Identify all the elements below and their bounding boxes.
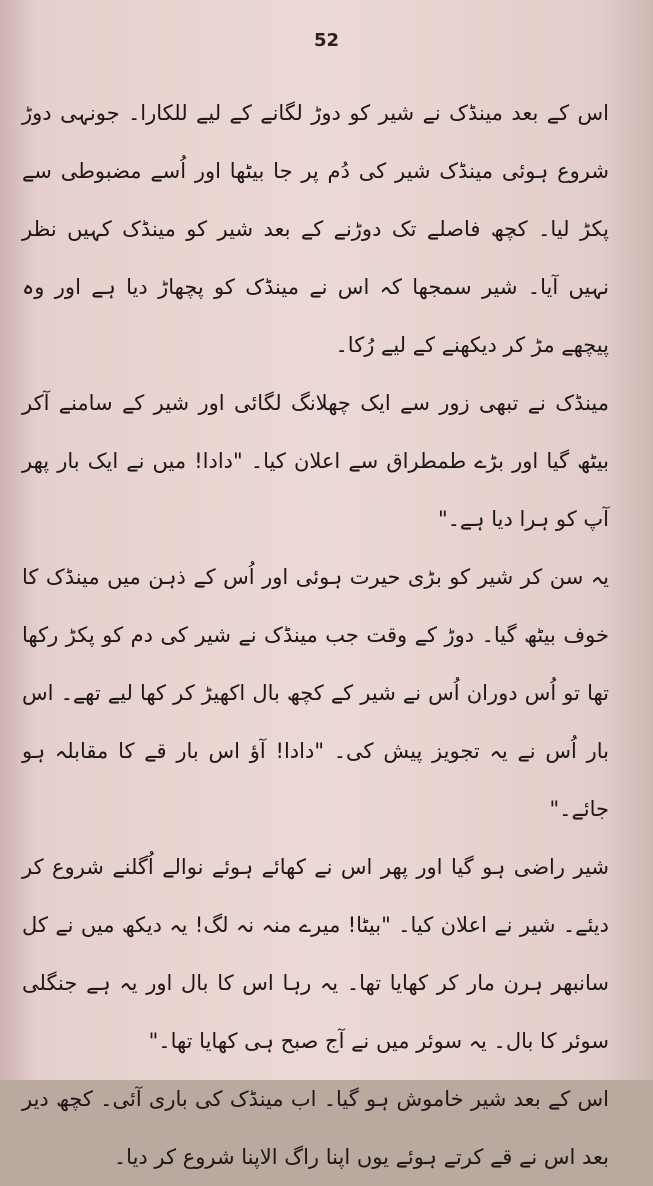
page-number: 52 [313, 30, 340, 51]
paragraph-2: مینڈک نے تبھی زور سے ایک چھلانگ لگائی اور شیر کے سامنے آکر بیٹھ گیا اور بڑے طمطراق سے اعلان کیا۔ "دادا! میں نے ایک بار پھر آپ کو ہرا دیا ہے۔" [22, 391, 609, 531]
paragraph-3: یہ سن کر شیر کو بڑی حیرت ہوئی اور اُس کے ذہن میں مینڈک کا خوف بیٹھ گیا۔ دوڑ کے وقت جب مینڈک نے شیر کی دم کو پکڑ رکھا تھا تو اُس دوران اُس نے شیر کے کچھ بال اکھیڑ کر کھا لیے تھے۔ اس بار اُس نے یہ تجویز پیش کی۔ "دادا! آؤ اس بار قے کا مقابلہ ہو جائے۔" [22, 565, 609, 821]
body-text [22, 84, 609, 1186]
paragraph-1: اس کے بعد مینڈک نے شیر کو دوڑ لگانے کے لیے للکارا۔ جونہی دوڑ شروع ہوئی مینڈک شیر کی دُم پر جا بیٹھا اور اُسے مضبوطی سے پکڑ لیا۔ کچھ فاصلے تک دوڑنے کے بعد شیر کو مینڈک کہیں نظر نہیں آیا۔ شیر سمجھا کہ اس نے مینڈک کو پچھاڑ دیا ہے اور وہ پیچھے مڑ کر دیکھنے کے لیے رُکا۔ [22, 101, 609, 357]
paragraph-4: شیر راضی ہو گیا اور پھر اس نے کھائے ہوئے نوالے اُگلنے شروع کر دیئے۔ شیر نے اعلان کیا۔ "بیٹا! میرے منہ نہ لگ! یہ دیکھ میں نے کل سانبھر ہرن مار کر کھایا تھا۔ یہ رہا اس کا بال اور یہ ہے جنگلی سوئر کا بال۔ یہ سوئر میں نے آج صبح ہی کھایا تھا۔" [22, 855, 609, 1053]
paragraph-5: اس کے بعد شیر خاموش ہو گیا۔ اب مینڈک کی باری آئی۔ کچھ دیر بعد اس نے قے کرتے ہوئے یوں اپنا راگ الاپنا شروع کر دیا۔ [22, 1087, 609, 1169]
